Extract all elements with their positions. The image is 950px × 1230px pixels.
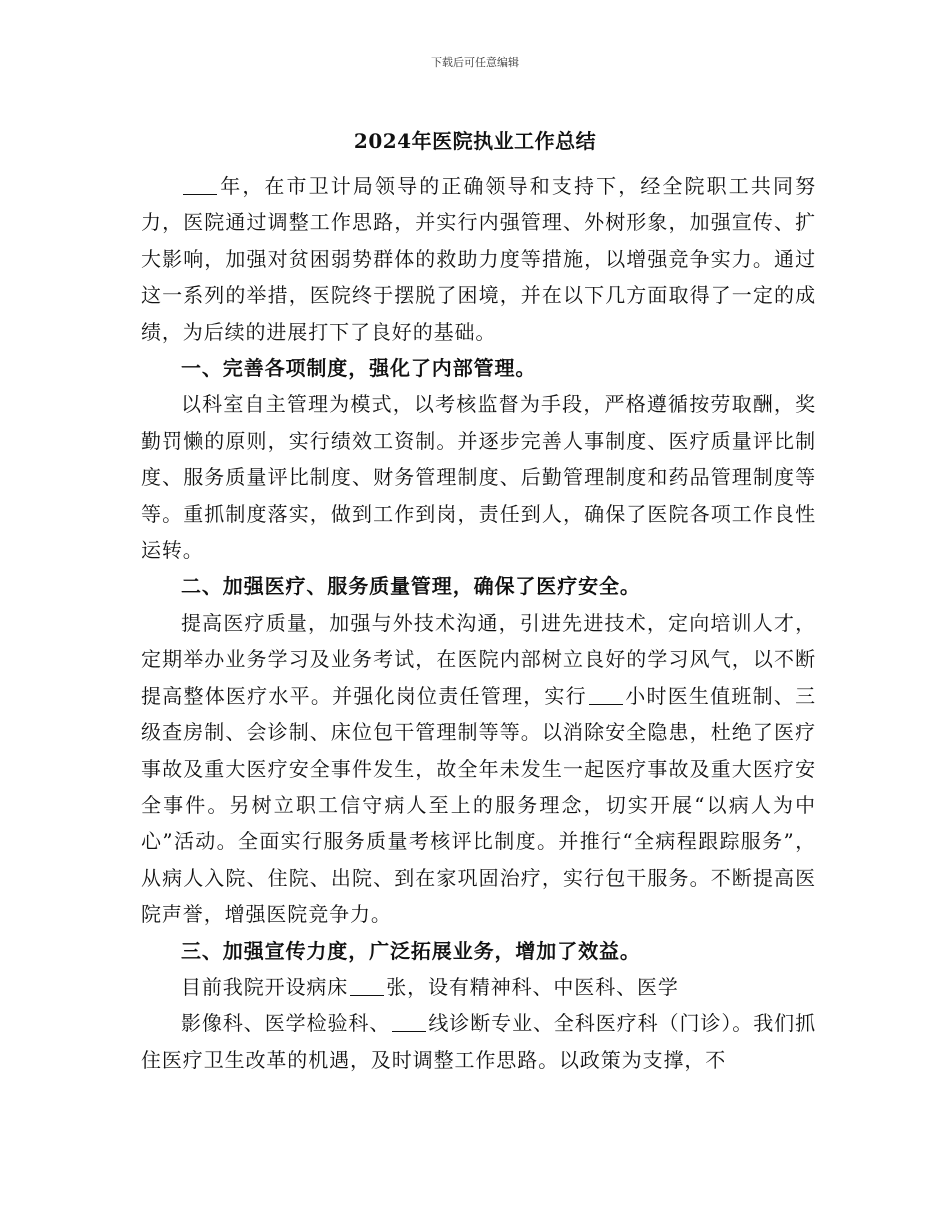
section3-line1 (141, 969, 816, 1005)
section3-para2-part2: 线诊断专业、全科医疗科（门诊）。我们抓住医疗卫生改革的机遇，及时调整工作思路。以政策为支撑，不 (141, 1011, 816, 1072)
section3-heading: 三、加强宣传力度，广泛拓展业务，增加了效益。 (181, 938, 641, 963)
section3-para2-part1: 影像科、医学检验科、 (181, 1011, 391, 1036)
section2-text-part2: 小时医生值班制、三级查房制、会诊制、床位包干管理制等等。以消除安全隐患，杜绝了医疗事故及重大医疗安全事件发生，故全年未发生一起医疗事故及重大医疗安全事件。另树立职工信守病人至上的服务理念，切实开展“以病人为中心”活动。全面实行服务质量考核评比制度。并推行“全病程跟踪服务”，从病人入院、住院、出院、到在家巩固治疗，实行包干服务。不断提高医院声誉，增强医院竞争力。 (141, 683, 816, 927)
document-body (141, 168, 816, 1078)
page-header-note: 下载后可任意编辑 (431, 56, 519, 69)
blank-underline (350, 977, 384, 996)
section2-heading: 二、加强医疗、服务质量管理，确保了医疗安全。 (181, 574, 641, 599)
section3-paragraph2 (141, 1005, 816, 1078)
section2-text-part1: 提高医疗质量，加强与外技术沟通，引进先进技术，定向培训人才，定期举办业务学习及业务考试，在医院内部树立良好的学习风气，以不断提高整体医疗水平。并强化岗位责任管理，实行 (141, 610, 816, 708)
section1-heading: 一、完善各项制度，强化了内部管理。 (181, 356, 537, 381)
blank-underline (183, 176, 217, 195)
intro-text: 年，在市卫计局领导的正确领导和支持下，经全院职工共同努力，医院通过调整工作思路，并实行内强管理、外树形象，加强宣传、扩大影响，加强对贫困弱势群体的救助力度等措施，以增强竞争实力。通过这一系列的举措，医院终于摆脱了困境，并在以下几方面取得了一定的成绩，为后续的进展打下了良好的基础。 (141, 174, 816, 344)
blank-underline (392, 1013, 426, 1032)
document-title: 2024年医院执业工作总结 (353, 129, 597, 153)
intro-paragraph (141, 168, 816, 350)
section1-paragraph: 以科室自主管理为模式，以考核监督为手段，严格遵循按劳取酬，奖勤罚懒的原则，实行绩效工资制。并逐步完善人事制度、医疗质量评比制度、服务质量评比制度、财务管理制度、后勤管理制度和药品管理制度等等。重抓制度落实，做到工作到岗，责任到人，确保了医院各项工作良性运转。 (141, 392, 816, 563)
section3-line1-part2: 张，设有精神科、中医科、医学 (386, 974, 679, 999)
section3-line1-part1: 目前我院开设病床 (181, 974, 349, 999)
section2-paragraph (141, 605, 816, 933)
blank-underline (589, 686, 623, 705)
